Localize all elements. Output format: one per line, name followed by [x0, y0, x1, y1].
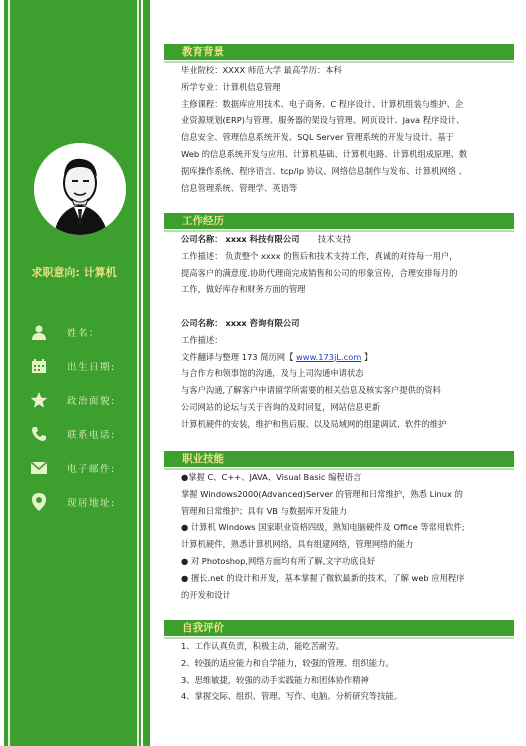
- skills-header: [164, 451, 514, 467]
- job2-line: 计算机硬件的安装，维护和售后服、以及局域网的组建调试、软件的维护: [181, 418, 447, 429]
- job2-desc-label: 工作描述：: [181, 334, 223, 345]
- avatar: [34, 143, 126, 235]
- education-line: 业资源规划(ERP)与管理、服务器的架设与管理、网页设计、Java 程序设计、: [181, 115, 465, 126]
- info-label: 现居地址:: [67, 498, 116, 509]
- sidebar-divider-right: [137, 0, 139, 746]
- self-eval-line: 2、较强的适应能力和自学能力，较强的管理、组织能力。: [181, 657, 394, 668]
- phone-icon: [30, 425, 48, 443]
- work-body: [181, 231, 511, 433]
- self-eval-line: 3、思维敏捷，较强的动手实践能力和团体协作精神: [181, 674, 369, 685]
- work-header: [164, 213, 514, 229]
- portrait-image: [34, 143, 126, 235]
- job2-line: 与合作方和领事馆的沟通，及与上司沟通申请状态: [181, 368, 364, 379]
- job2-line-pre: 文件翻译与整理 173 简历网【: [181, 351, 297, 362]
- education-line: 所学专业：计算机信息管理: [181, 81, 281, 92]
- education-line: 据库操作系统、程序语言、tcp/ip 协议、网络信息制作与发布、计算机网络 、: [181, 165, 467, 176]
- info-birthdate-row: [30, 355, 116, 377]
- self-eval-line: 4、掌握交际、组织、管理、写作、电脑、分析研究等技能。: [181, 691, 402, 702]
- skills-line: ● 擅长.net 的设计和开发，基本掌握了微软最新的技术，了解 web 应用程序: [181, 572, 465, 583]
- person-icon: [30, 323, 48, 341]
- education-line: 毕业院校：XXXX 师范大学 最高学历：本科: [181, 65, 342, 75]
- self-eval-header: [164, 620, 514, 636]
- info-label: 电子邮件:: [67, 464, 116, 475]
- job1-line: 工作描述： 负责整个 xxxx 的售后和技术支持工作，真诚的对待每一用户，: [181, 250, 458, 261]
- section-title: 教育背景: [182, 46, 224, 58]
- section-title: 工作经历: [182, 215, 224, 227]
- skills-line: 的开发和设计: [181, 589, 231, 600]
- info-label: 联系电话:: [67, 430, 116, 441]
- skills-line: ● 计算机 Windows 国家职业资格四级，熟知电脑硬件及 Office 等常用软件;: [181, 522, 465, 533]
- info-address-row: [30, 491, 116, 513]
- info-label: 姓名：: [67, 328, 101, 339]
- skills-line: 管理和日常维护；具有 VB 与数据库开发能力: [181, 505, 347, 516]
- info-politics-row: [30, 389, 116, 411]
- section-title: 自我评价: [182, 622, 224, 634]
- job2-company: 公司名称： xxxx 咨询有限公司: [181, 317, 300, 328]
- sidebar-outer-stripe: [143, 0, 150, 746]
- mail-icon: [30, 459, 48, 477]
- skills-line: ●掌握 C、C++、JAVA、Visual Basic 编程语言: [181, 472, 362, 482]
- job2-line-post: 】: [361, 351, 373, 362]
- info-email-row: [30, 457, 116, 479]
- education-body: [181, 62, 511, 196]
- job1-position: 技术支持: [317, 234, 352, 244]
- info-label: 政治面貌:: [67, 396, 116, 407]
- education-line: 主修课程：数据库应用技术、电子商务、C 程序设计、计算机组装与维护、企: [181, 98, 464, 109]
- job2-line: 公司网站的论坛与关于咨询的及时回复，网站信息更新: [181, 401, 381, 412]
- sidebar-divider-left: [8, 0, 10, 746]
- section-title: 职业技能: [182, 453, 224, 465]
- education-header: [164, 44, 514, 60]
- self-eval-line: 1、工作认真负责，积极主动，能吃苦耐劳。: [181, 641, 344, 651]
- education-line: 信息安全、管理信息系统开发、SQL Server 管理系统的开发与设计、基于: [181, 132, 454, 143]
- skills-body: [181, 469, 511, 603]
- calendar-icon: [30, 357, 48, 375]
- self-eval-body: [181, 638, 511, 705]
- job-objective: 求职意向: 计算机: [31, 266, 117, 279]
- info-phone-row: [30, 423, 116, 445]
- sidebar: [0, 0, 150, 746]
- skills-line: 计算机硬件，熟悉计算机网络，具有组建网络，管理网络的能力: [181, 539, 414, 550]
- job2-line: 与客户沟通,了解客户申请留学所需要的相关信息及核实客户提供的资料: [181, 385, 441, 396]
- skills-line: ● 对 Photoshop,网络方面均有所了解,文字功底良好: [181, 555, 376, 566]
- info-label: 出生日期:: [67, 362, 116, 373]
- education-line: Web 的信息系统开发与应用、计算机基础、计算机电路、计算机组成原理、数: [181, 148, 468, 159]
- sidebar-green-panel: [4, 0, 141, 746]
- website-link[interactable]: www.173jL.com: [296, 351, 362, 362]
- skills-line: 掌握 Windows2000(Advanced)Server 的管理和日常维护，熟悉 Linux 的: [181, 488, 463, 499]
- location-icon: [30, 493, 48, 511]
- star-icon: [30, 391, 48, 409]
- job1-line: 工作，做好库存和财务方面的管理: [181, 284, 306, 295]
- job1-line: 提高客户的满意度.协助代理商完成销售和公司的形象宣传，合理安排每月的: [181, 267, 458, 278]
- info-name-row: [30, 321, 101, 343]
- job1-company: 公司名称： xxxx 科技有限公司: [181, 234, 300, 244]
- education-line: 信息管理系统、管理学、英语等: [181, 182, 298, 193]
